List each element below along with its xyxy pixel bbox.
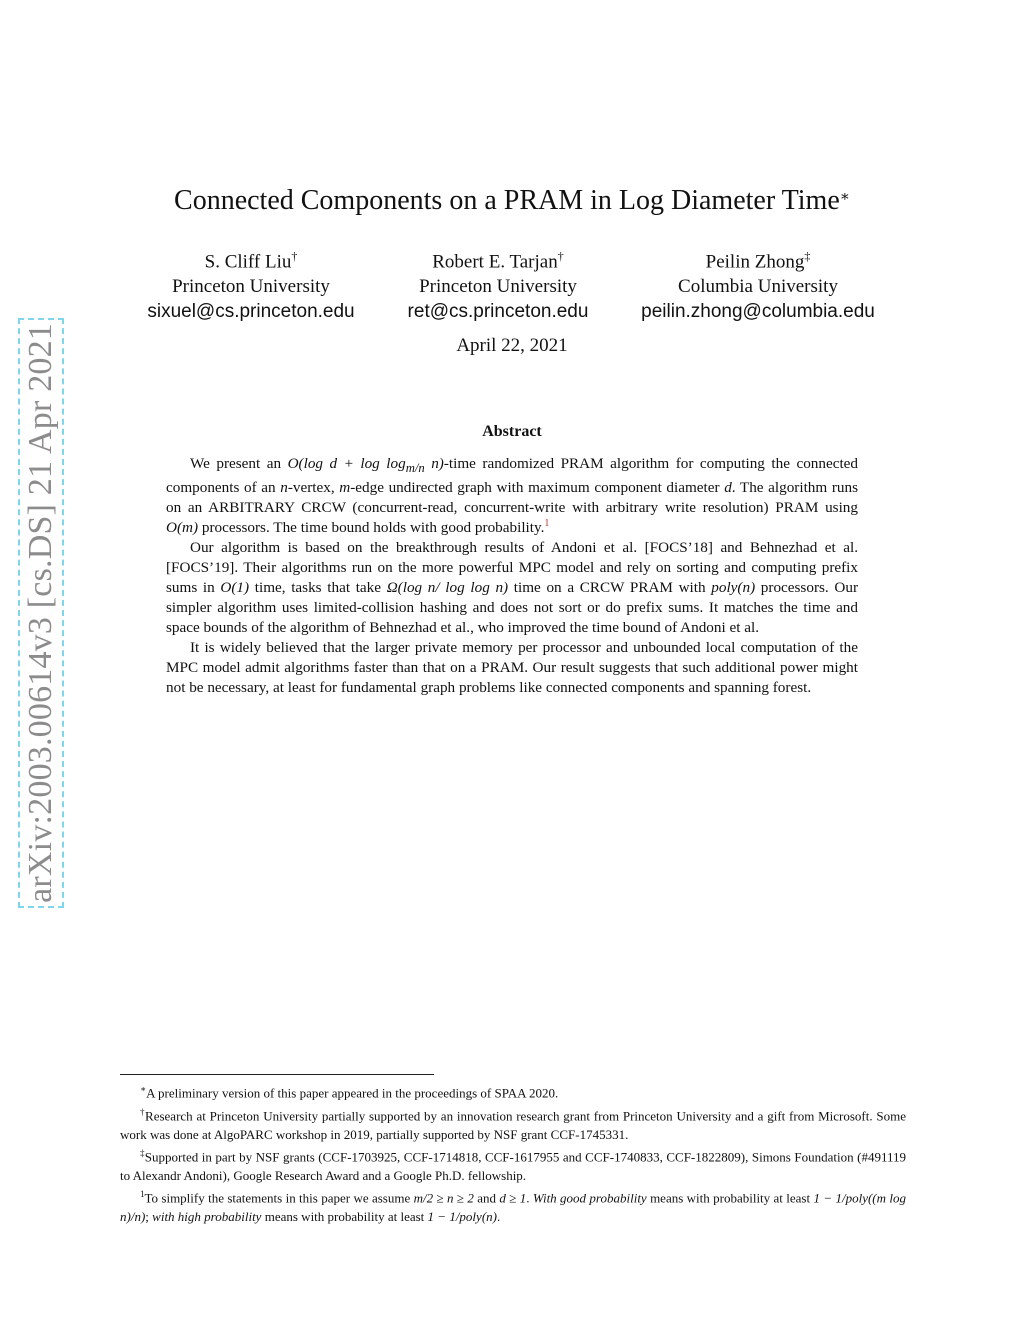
text-run: We present an — [190, 455, 288, 472]
author-name: Robert E. Tarjan — [432, 251, 558, 273]
text-run: time, tasks that take — [249, 579, 387, 597]
author-mark: † — [291, 249, 298, 263]
abstract-paragraph-3: It is widely believed that the larger private memory per processor and unbounded local computation of the MPC model admit algorithms faster than that on a PRAM. Our result suggests that such additional power might not be necessary, at least for fundamental graph problems like connected components and spanning forest. — [166, 639, 858, 697]
math-inline: Ω(log n/ log log n) — [386, 579, 509, 597]
footnote-rule — [120, 1074, 434, 1075]
math-inline: O(m) — [166, 519, 199, 537]
math-inline: d — [724, 479, 732, 497]
author-block-3 — [628, 244, 888, 324]
author-email[interactable]: peilin.zhong@columbia.edu — [641, 301, 875, 323]
title-footnote-mark: ∗ — [839, 189, 850, 205]
arxiv-stamp — [18, 318, 64, 908]
paper-title — [0, 183, 1024, 219]
math-inline: 1 − 1/poly((m log n)/n) — [120, 1190, 906, 1225]
footnote-text: Research at Princeton University partially supported by an innovation research grant from Princeton University and a gift from Microsoft. Some work was done at AlgoPARC workshop in 2019, partially supported by NSF grant CCF-1745331. — [120, 1108, 906, 1142]
author-affiliation: Princeton University — [419, 276, 577, 298]
text-run: . — [526, 1190, 533, 1206]
text-run: processors. The time bound holds with good probability. — [198, 519, 545, 537]
abstract-paragraph-1 — [166, 454, 858, 538]
author-email[interactable]: sixuel@cs.princeton.edu — [147, 301, 355, 323]
footnote-4 — [120, 1185, 906, 1226]
footnote-3 — [120, 1144, 906, 1185]
abstract-body — [166, 454, 858, 698]
math-inline: m/2 ≥ n ≥ 2 — [413, 1190, 474, 1206]
math-subscript: m/n — [405, 461, 425, 476]
footnote-mark: ∗ — [140, 1084, 147, 1094]
author-affiliation: Princeton University — [172, 276, 330, 298]
abstract-heading: Abstract — [482, 423, 542, 440]
author-block-1 — [120, 244, 382, 324]
text-run: means with probability at least — [261, 1209, 428, 1225]
emphasis-text: with high probability — [152, 1209, 262, 1225]
text-run: . — [496, 1209, 501, 1225]
author-name: Peilin Zhong — [705, 251, 805, 273]
author-block-2 — [378, 244, 618, 324]
author-mark: ‡ — [804, 249, 811, 263]
text-run: . The algorithm runs on an ARBITRARY CRCW (concurrent-read, concurrent-write with arbitrary write resolution) PRAM using — [166, 479, 858, 517]
author-affiliation: Columbia University — [678, 276, 838, 298]
author-email[interactable]: ret@cs.princeton.edu — [407, 301, 589, 323]
arxiv-stamp-text: arXiv:2003.00614v3 [cs.DS] 21 Apr 2021 — [22, 323, 59, 903]
math-inline: n) — [424, 455, 444, 472]
math-inline: n — [280, 479, 288, 497]
author-name: S. Cliff Liu — [204, 251, 292, 273]
text-run: Our algorithm is based on the breakthrough results of Andoni et al. [FOCS’18] and Behnezhad et al. [FOCS’19]. Their algorithms run on the more powerful MPC model and rely on sorting and computing prefix sums in — [166, 539, 858, 597]
footnote-mark: 1 — [140, 1189, 145, 1200]
text-run: -time randomized PRAM algorithm for computing the connected components of an — [166, 455, 859, 497]
text-run: -edge undirected graph with maximum component diameter — [350, 479, 725, 497]
math-inline: O(1) — [220, 579, 250, 597]
text-run: time on a CRCW PRAM with — [508, 579, 712, 597]
text-run: ; — [145, 1209, 153, 1225]
math-inline: 1 − 1/poly(n) — [427, 1209, 497, 1225]
math-inline: d ≥ 1 — [499, 1190, 527, 1206]
text-run: -vertex, — [287, 479, 340, 497]
text-run: To simplify the statements in this paper we assume — [144, 1190, 414, 1206]
text-run: means with probability at least — [646, 1190, 814, 1206]
footnote-link-1[interactable]: 1 — [544, 517, 550, 529]
footnote-mark: † — [140, 1106, 146, 1117]
footnotes — [120, 1080, 906, 1227]
footnote-mark: ‡ — [140, 1148, 145, 1159]
math-inline: m — [339, 479, 351, 497]
emphasis-text: With good probability — [532, 1190, 647, 1206]
footnote-1 — [120, 1080, 906, 1103]
footnote-text: Supported in part by NSF grants (CCF-1703925, CCF-1714818, CCF-1617955 and CCF-1740833, CCF-1822809), Simons Foundation (#491119 to Alexandr Andoni), Google Research Award and a Google Ph.D. fellowship. — [120, 1149, 907, 1183]
math-inline: poly(n) — [711, 579, 756, 597]
footnote-text: A preliminary version of this paper appeared in the proceedings of SPAA 2020. — [146, 1085, 559, 1101]
author-mark: † — [557, 249, 564, 263]
math-inline: O(log d + log log — [287, 455, 406, 472]
abstract-paragraph-2 — [166, 538, 858, 638]
text-run: processors. Our simpler algorithm uses limited-collision hashing and does not sort or do prefix sums. It matches the time and space bounds of the algorithm of Behnezhad et al., who improved the time bound of Andoni et al. — [166, 579, 858, 637]
paper-title-text: Connected Components on a PRAM in Log Diameter Time — [174, 185, 840, 216]
footnote-2 — [120, 1103, 906, 1144]
paper-date: April 22, 2021 — [456, 335, 568, 356]
text-run: and — [473, 1190, 500, 1206]
